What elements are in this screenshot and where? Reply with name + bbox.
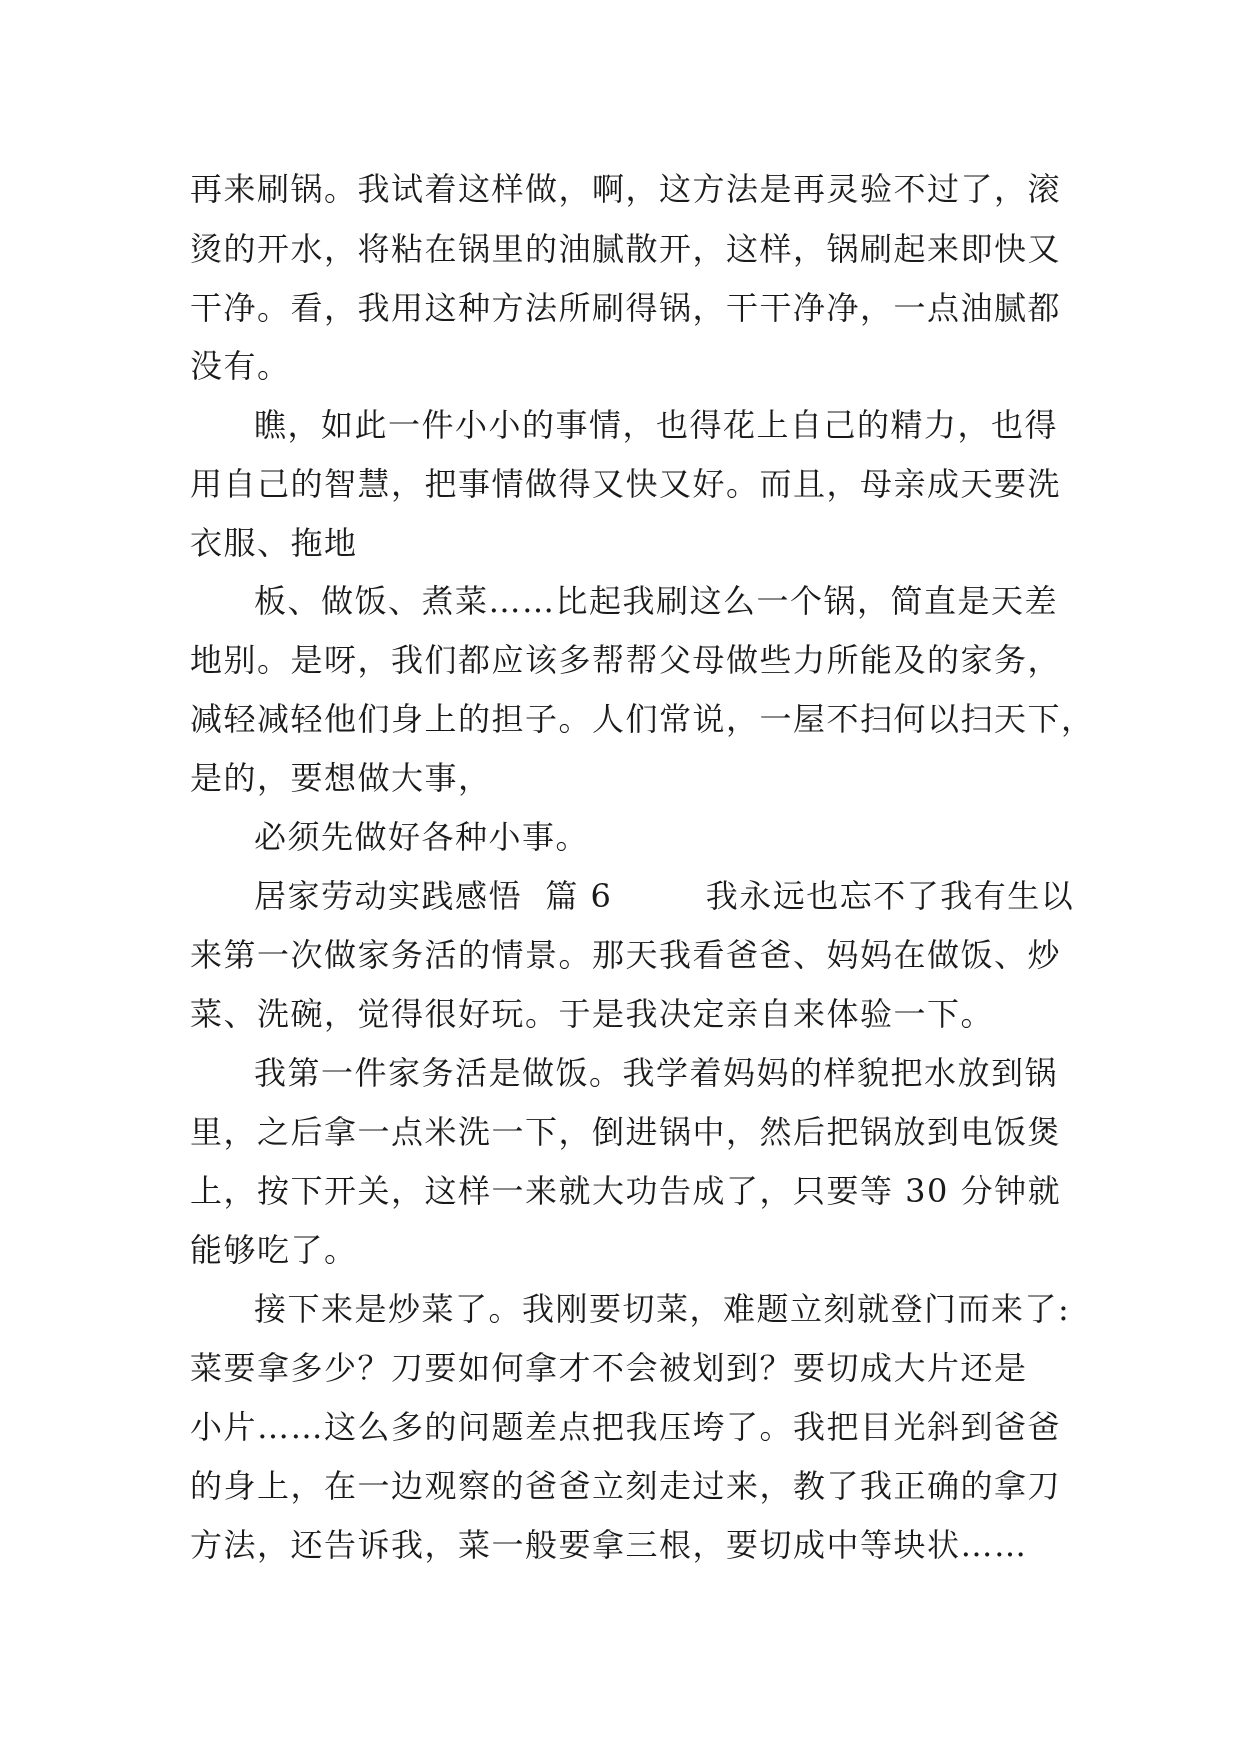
text-line: 的身上，在一边观察的爸爸立刻走过来，教了我正确的拿刀	[190, 1467, 1062, 1505]
text-line: 上，按下开关，这样一来就大功告成了，只要等 30 分钟就	[190, 1172, 1062, 1210]
text-line: 小片……这么多的问题差点把我压垮了。我把目光斜到爸爸	[190, 1408, 1062, 1446]
text-line: 衣服、拖地	[190, 524, 358, 562]
paragraph-start-line: 必须先做好各种小事。	[254, 818, 590, 856]
text-line: 用自己的智慧，把事情做得又快又好。而且，母亲成天要洗	[190, 465, 1062, 503]
text-line: 菜要拿多少？刀要如何拿才不会被划到？要切成大片还是	[190, 1349, 1028, 1387]
text-line: 来第一次做家务活的情景。那天我看爸爸、妈妈在做饭、炒	[190, 936, 1062, 974]
text-line: 是的，要想做大事，	[190, 759, 492, 797]
text-line: 里，之后拿一点米洗一下，倒进锅中，然后把锅放到电饭煲	[190, 1113, 1062, 1151]
section-heading-line: 居家劳动实践感悟 篇 6 我永远也忘不了我有生以	[254, 877, 1075, 915]
text-line: 没有。	[190, 347, 291, 385]
paragraph-start-line: 我第一件家务活是做饭。我学着妈妈的样貌把水放到锅	[254, 1054, 1059, 1092]
paragraph-start-line: 瞧，如此一件小小的事情，也得花上自己的精力，也得	[254, 406, 1059, 444]
text-line: 能够吃了。	[190, 1231, 358, 1269]
paragraph-start-line: 接下来是炒菜了。我刚要切菜，难题立刻就登门而来了:	[254, 1290, 1071, 1328]
text-line: 地别。是呀，我们都应该多帮帮父母做些力所能及的家务，	[190, 641, 1062, 679]
text-line: 菜、洗碗，觉得很好玩。于是我决定亲自来体验一下。	[190, 995, 995, 1033]
text-line: 减轻减轻他们身上的担子。人们常说，一屋不扫何以扫天下，	[190, 700, 1095, 738]
text-line: 方法，还告诉我，菜一般要拿三根，要切成中等块状……	[190, 1526, 1028, 1564]
text-line: 干净。看，我用这种方法所刷得锅，干干净净，一点油腻都	[190, 289, 1062, 327]
text-line: 烫的开水，将粘在锅里的油腻散开，这样，锅刷起来即快又	[190, 230, 1062, 268]
paragraph-start-line: 板、做饭、煮菜……比起我刷这么一个锅，简直是天差	[254, 582, 1059, 620]
text-line: 再来刷锅。我试着这样做，啊，这方法是再灵验不过了，滚	[190, 170, 1062, 208]
